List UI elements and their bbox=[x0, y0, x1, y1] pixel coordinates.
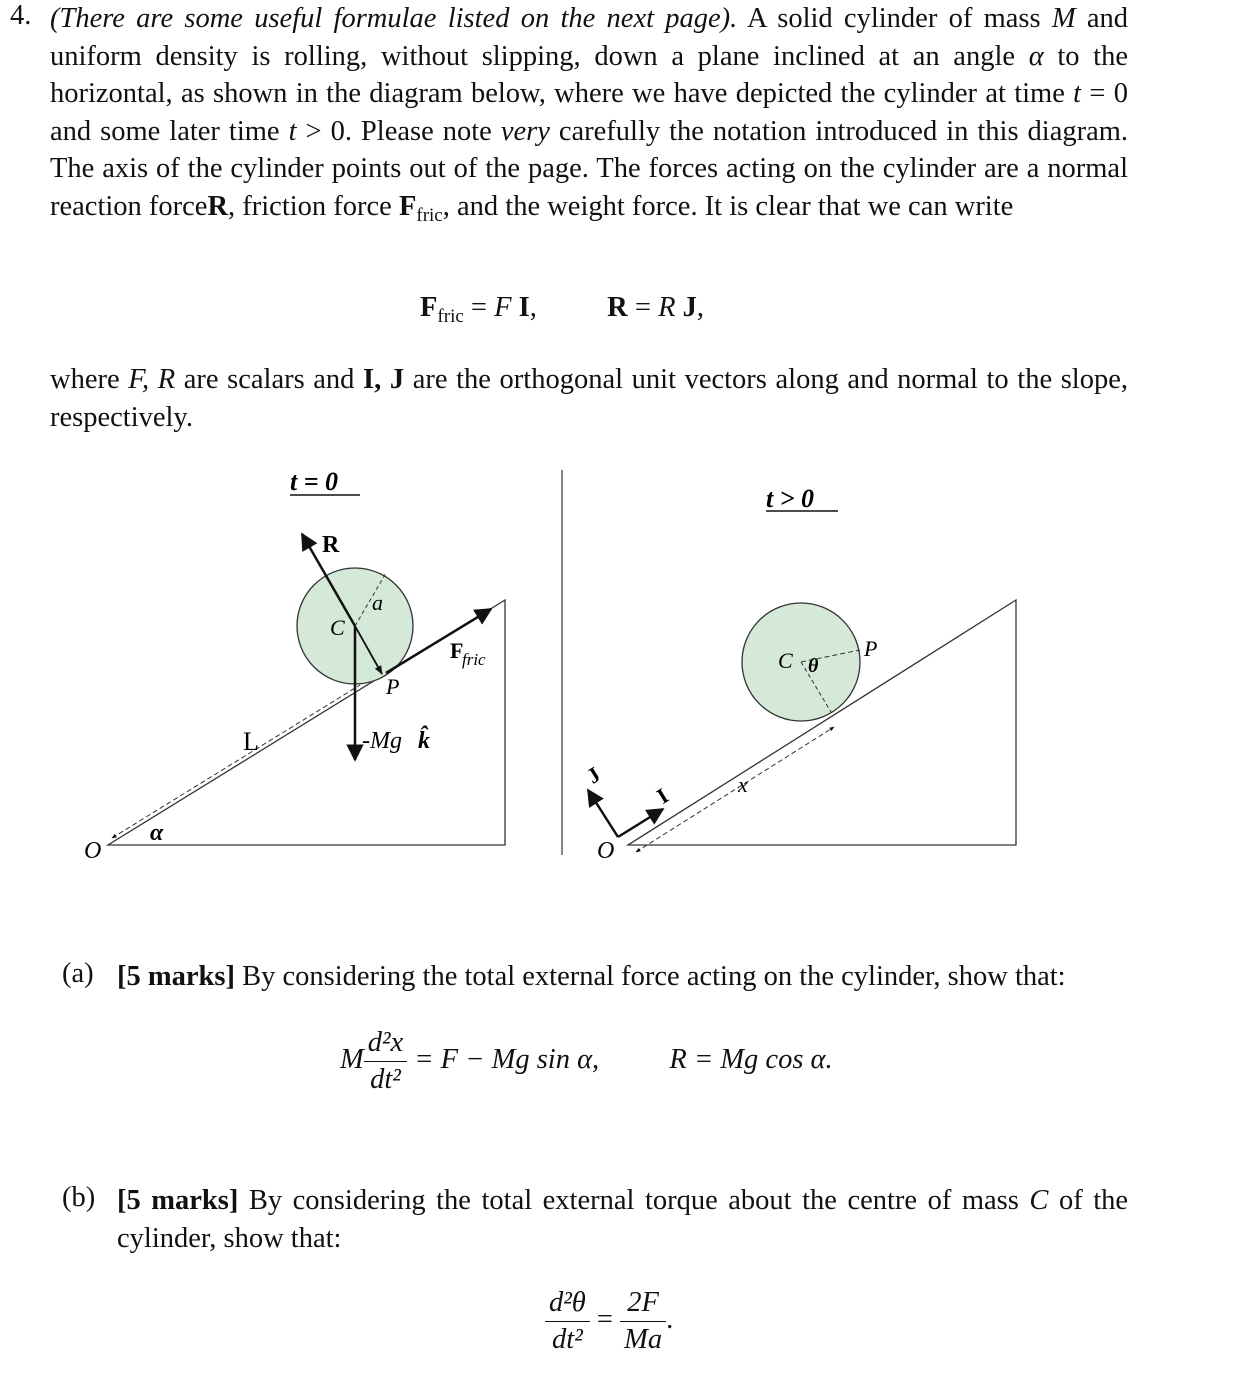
eq-F-scalar: F bbox=[494, 292, 512, 323]
left-R-label: R bbox=[322, 532, 340, 558]
right-J-label: J bbox=[582, 761, 605, 789]
part-b-prompt: By considering the total external torque about the centre of mass bbox=[248, 1185, 1019, 1216]
intro-R-vector: R bbox=[207, 190, 229, 222]
part-b-dot: . bbox=[666, 1304, 674, 1336]
eq-J: J bbox=[682, 292, 697, 323]
part-b-left-numerator: d²θ bbox=[545, 1285, 590, 1322]
part-a-fraction bbox=[364, 1025, 407, 1098]
right-distance-x bbox=[636, 727, 834, 852]
right-title: t > 0 bbox=[766, 484, 815, 513]
eq-equals: = bbox=[634, 292, 651, 323]
eq-F: F bbox=[420, 292, 438, 323]
intro-text: to the horizontal, as shown in the diagram below, where we have depicted the cylinder at time bbox=[50, 40, 1128, 109]
intro-text: , friction force bbox=[228, 190, 392, 222]
eq-comma: , bbox=[529, 292, 537, 323]
eq-R-scalar: R bbox=[658, 292, 676, 323]
left-diagram bbox=[84, 467, 505, 864]
left-P-label: P bbox=[386, 674, 400, 699]
part-b-left-denominator: dt² bbox=[552, 1324, 583, 1355]
right-diagram bbox=[582, 484, 1016, 864]
right-P-label: P bbox=[864, 636, 878, 661]
right-theta-label: θ bbox=[808, 655, 819, 677]
part-a-prompt: By considering the total external force acting on the cylinder, show that: bbox=[242, 961, 1066, 992]
left-C-label: C bbox=[330, 615, 345, 640]
part-a-rhs: = F − Mg sin α, bbox=[414, 1044, 600, 1076]
left-fric-label: fric bbox=[462, 650, 486, 669]
part-a-normal-eq: R = Mg cos α. bbox=[669, 1044, 833, 1076]
eq-R: R bbox=[607, 292, 628, 323]
intro-fric-subscript: fric bbox=[416, 204, 443, 226]
question-number: 4. bbox=[10, 0, 32, 31]
part-b-left-fraction bbox=[545, 1285, 590, 1358]
part-a-M: M bbox=[340, 1044, 364, 1076]
display-equation bbox=[420, 292, 704, 327]
part-b-right-fraction bbox=[620, 1285, 666, 1358]
left-F-label: F bbox=[450, 638, 464, 663]
intro-t: t bbox=[1073, 78, 1082, 109]
where-text: where bbox=[50, 364, 120, 395]
part-a-label: (a) bbox=[62, 958, 94, 989]
right-x-label: x bbox=[738, 772, 748, 797]
where-paragraph bbox=[50, 361, 1128, 436]
intro-text: > 0. Please note bbox=[305, 115, 492, 147]
intro-italic: (There are some useful formulae listed on the next page). bbox=[50, 3, 738, 34]
right-I-arrow bbox=[618, 809, 663, 837]
left-alpha-label: α bbox=[150, 820, 164, 846]
eq-comma: , bbox=[696, 292, 704, 323]
intro-very: very bbox=[500, 115, 550, 147]
left-O-label: O bbox=[84, 838, 102, 864]
question-intro bbox=[50, 0, 1128, 228]
intro-t: t bbox=[288, 115, 297, 147]
left-khat-label: k̂ bbox=[418, 728, 430, 754]
eq-I: I bbox=[518, 292, 530, 323]
part-b-right-numerator: 2F bbox=[620, 1285, 666, 1322]
part-a-denominator: dt² bbox=[370, 1064, 401, 1095]
right-J-arrow bbox=[588, 790, 618, 837]
part-b-C: C bbox=[1029, 1185, 1049, 1216]
part-a-numerator: d²x bbox=[364, 1025, 407, 1062]
left-L-label: L bbox=[243, 727, 259, 756]
left-title: t = 0 bbox=[290, 467, 339, 496]
right-O-label: O bbox=[597, 838, 615, 864]
part-b-marks: [5 marks] bbox=[117, 1185, 239, 1216]
inclined-plane-diagram bbox=[0, 460, 1236, 880]
intro-text: and uniform density is rolling, without slipping, down a plane inclined at an angle bbox=[50, 3, 1129, 72]
intro-text: A solid cylinder of mass bbox=[746, 3, 1041, 34]
eq-equals: = bbox=[470, 292, 487, 323]
right-I-label: I bbox=[652, 782, 673, 809]
part-b-label: (b) bbox=[62, 1182, 96, 1213]
part-a-marks: [5 marks] bbox=[117, 961, 235, 992]
part-a-equation bbox=[340, 1025, 833, 1098]
part-b-prompt: of the cylinder, show that: bbox=[117, 1185, 1129, 1254]
where-text: are the orthogonal unit vectors along and normal to the slope, respectively. bbox=[50, 364, 1129, 433]
part-a-text bbox=[117, 958, 1128, 996]
intro-text: = 0 and some later time bbox=[50, 78, 1128, 147]
where-text: are scalars and bbox=[183, 364, 355, 395]
intro-F-vector: F bbox=[398, 190, 417, 222]
where-vectors: I, J bbox=[363, 364, 405, 395]
left-a-label: a bbox=[372, 590, 383, 615]
right-C-label: C bbox=[778, 648, 793, 673]
left-distance-L bbox=[112, 685, 360, 838]
intro-mass-symbol: M bbox=[1051, 3, 1076, 34]
intro-text: carefully the notation introduced in this diagram. The axis of the cylinder points out of the page. The forces acting on the cylinder are a normal reaction force bbox=[50, 115, 1129, 222]
where-scalars: F, R bbox=[128, 364, 176, 395]
eq-fric: fric bbox=[437, 306, 464, 327]
part-b-text bbox=[117, 1182, 1128, 1257]
intro-alpha: α bbox=[1028, 40, 1044, 72]
intro-text: , and the weight force. It is clear that we can write bbox=[442, 190, 1014, 222]
part-b-right-denominator: Ma bbox=[624, 1324, 663, 1355]
left-weight-label: -Mg bbox=[362, 728, 402, 754]
part-b-equals: = bbox=[596, 1304, 613, 1336]
part-b-equation bbox=[545, 1285, 673, 1358]
